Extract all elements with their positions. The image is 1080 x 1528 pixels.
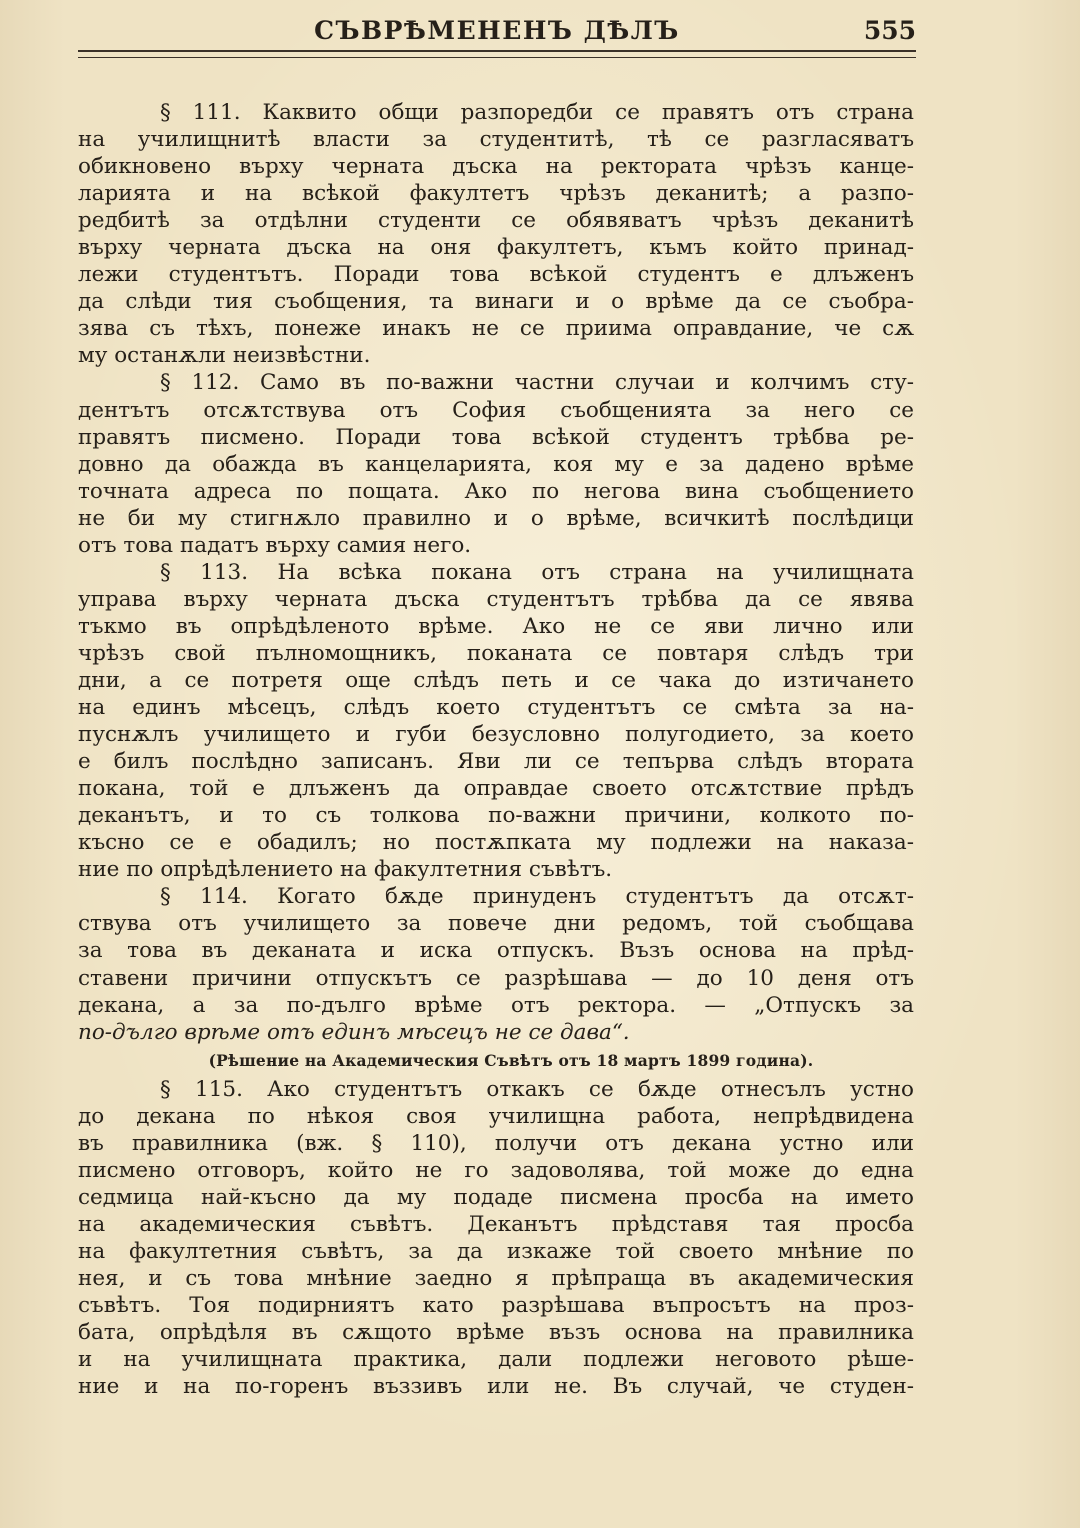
- text-line: до декана по нѣкоя своя училищна работа, непрѣдвидена: [78, 1103, 914, 1129]
- text-line: и на училищната практика, дали подлежи неговото рѣше-: [78, 1347, 914, 1373]
- section-115: [78, 1076, 914, 1401]
- text-line: въ правилника (вж. § 110), получи отъ декана устно или: [78, 1130, 914, 1156]
- text-line: ларията и на всѣкой факултетъ чрѣзъ деканитѣ; а разпо-: [78, 181, 914, 207]
- text-line: ние по опрѣдѣлението на факултетния съвѣтъ.: [78, 857, 613, 883]
- text-line: на единъ мѣсецъ, слѣдъ което студентътъ се смѣта за на-: [78, 695, 914, 721]
- text-line: писмено отговоръ, който не го задоволява, той може до една: [78, 1157, 914, 1183]
- running-head: [78, 14, 916, 48]
- body-text: [78, 99, 914, 1400]
- text-line: чрѣзъ свой пълномощникъ, поканата се повтаря слѣдъ три: [78, 640, 914, 666]
- text-line: довно да обажда въ канцеларията, коя му е за дадено врѣме: [78, 451, 914, 477]
- text-line: на училищнитѣ власти за студентитѣ, тѣ се разгласяватъ: [78, 127, 914, 153]
- text-line: лежи студентътъ. Поради това всѣкой студентъ е длъженъ: [78, 262, 914, 288]
- text-line: нея, и съ това мнѣние заедно я прѣпраща въ академическия: [78, 1265, 914, 1291]
- text-line: да слѣди тия съобщения, та винаги и о врѣме да се съобра-: [78, 289, 914, 315]
- text-line: пуснѫлъ училището и губи безусловно полугодието, за което: [78, 722, 914, 748]
- resolution-note: (Рѣшение на Академическия Съвѣтъ отъ 18 мартъ 1899 година).: [208, 1050, 814, 1070]
- text-line: отъ това падатъ върху самия него.: [78, 532, 472, 558]
- text-line: § 112. Само въ по-важни частни случаи и колчимъ сту-: [160, 370, 914, 396]
- header-double-rule: [78, 50, 916, 58]
- text-line: не би му стигнѫло правилно и о врѣме, всичкитѣ послѣдици: [78, 505, 914, 531]
- running-title: СЪВРѢМЕНЕНЪ ДѢЛЪ: [314, 16, 680, 45]
- text-line: на факултетния съвѣтъ, за да изкаже той своето мнѣние по: [78, 1238, 914, 1264]
- text-line: § 114. Когато бѫде принуденъ студентътъ да отсѫт-: [160, 884, 914, 910]
- text-line: деканътъ, и то съ толкова по-важни причини, колкото по-: [78, 803, 914, 829]
- text-line: § 115. Ако студентътъ откакъ се бѫде отнесълъ устно: [160, 1076, 914, 1102]
- text-line: за това въ деканата и иска отпускъ. Възъ основа на прѣд-: [78, 938, 914, 964]
- text-line: ние и на по-горенъ въззивъ или не. Въ случай, че студен-: [78, 1374, 914, 1400]
- text-line: управа върху черната дъска студентътъ трѣбва да се явява: [78, 586, 914, 612]
- text-line: зява съ тѣхъ, понеже инакъ не се приима оправдание, че сѫ: [78, 316, 914, 342]
- text-line: съвѣтъ. Тоя подирниятъ като разрѣшава въпросътъ на проз-: [78, 1293, 914, 1319]
- text-line: по-дълго врѣме отъ единъ мѣсецъ не се дава“.: [78, 1019, 630, 1045]
- text-line: тъкмо въ опрѣдѣленото врѣме. Ако не се яви лично или: [78, 613, 914, 639]
- sections-111-114: [78, 99, 914, 1046]
- text-line: е билъ послѣдно записанъ. Яви ли се тепърва слѣдъ втората: [78, 749, 914, 775]
- text-line: § 113. На всѣка покана отъ страна на училищната: [160, 559, 914, 585]
- text-line: дни, а се потретя още слѣдъ петь и се чака до изтичането: [78, 667, 914, 693]
- text-line: ставени причини отпускътъ се разрѣшава — до 10 деня отъ: [78, 965, 914, 991]
- text-line: късно се е обадилъ; но постѫпката му подлежи на наказа-: [78, 830, 914, 856]
- text-line: декана, а за по-дълго врѣме отъ ректора. — „Отпускъ за: [78, 992, 914, 1018]
- text-line: редбитѣ за отдѣлни студенти се обявяватъ чрѣзъ деканитѣ: [78, 208, 914, 234]
- page-number: 555: [863, 16, 916, 45]
- text-line: на академическия съвѣтъ. Деканътъ прѣдставя тая просба: [78, 1211, 914, 1237]
- text-line: § 111. Каквито общи разпоредби се правятъ отъ страна: [160, 100, 914, 125]
- text-line: точната адреса по пощата. Ако по негова вина съобщението: [78, 478, 914, 504]
- text-line: дентътъ отсѫтствува отъ София съобщенията за него се: [78, 397, 914, 423]
- text-line: бата, опрѣдѣля въ сѫщото врѣме възъ основа на правилника: [78, 1320, 914, 1346]
- text-line: правятъ писмено. Поради това всѣкой студентъ трѣбва ре-: [78, 424, 914, 450]
- text-line: ствува отъ училището за повече дни редомъ, той съобщава: [78, 911, 914, 937]
- text-line: му останѫли неизвѣстни.: [78, 343, 371, 369]
- text-line: седмица най-късно да му подаде писмена просба на името: [78, 1184, 914, 1210]
- text-line: обикновено върху черната дъска на ректората чрѣзъ канце-: [78, 154, 914, 180]
- text-line: върху черната дъска на оня факултетъ, къмъ който принад-: [78, 235, 914, 261]
- text-line: покана, той е длъженъ да оправдае своето отсѫтствие прѣдъ: [78, 776, 914, 802]
